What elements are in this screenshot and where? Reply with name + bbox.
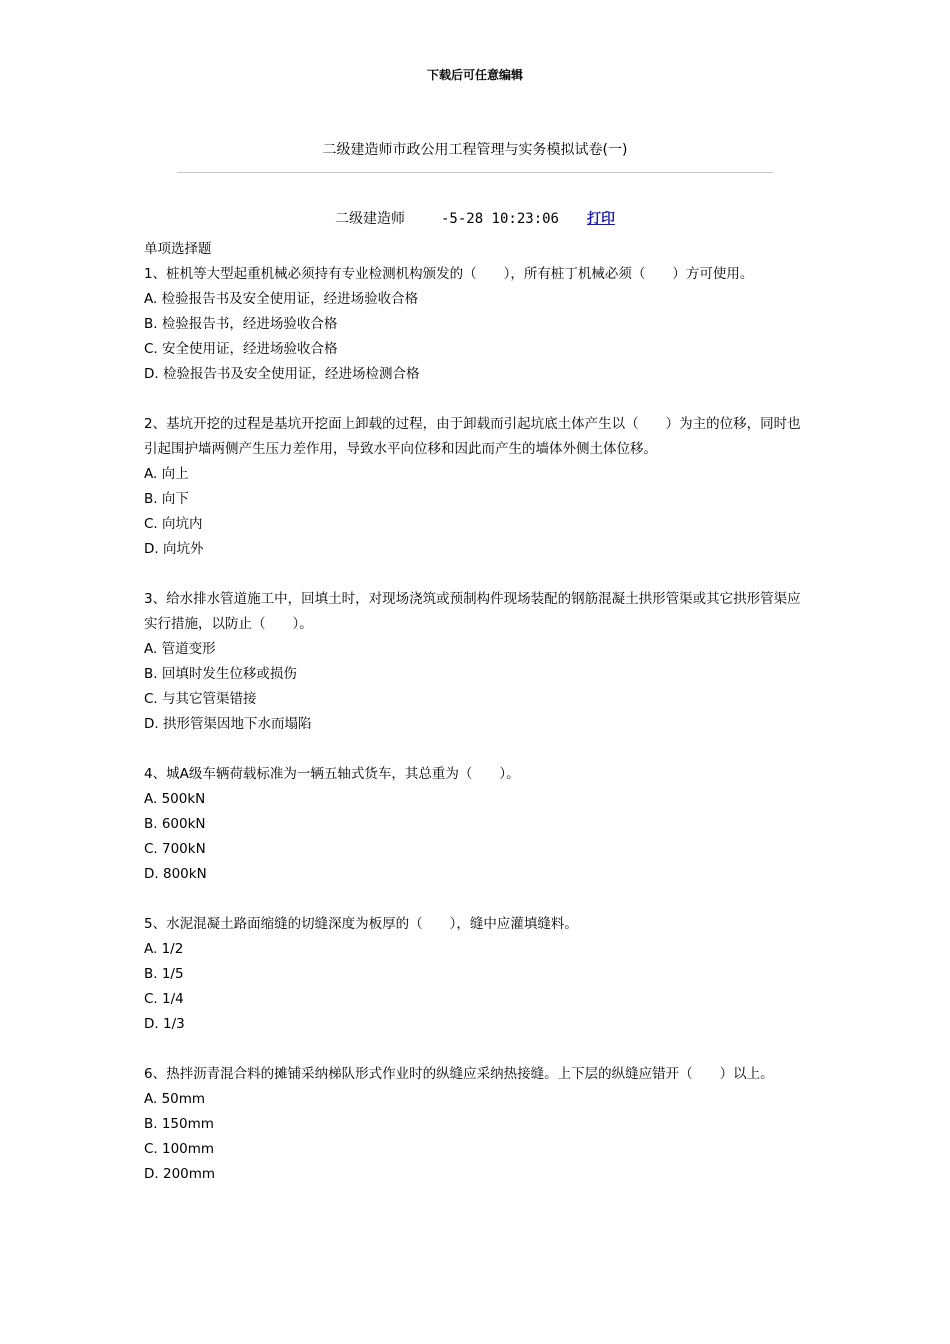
question-stem: 2、基坑开挖的过程是基坑开挖面上卸载的过程，由于卸载而引起坑底土体产生以（ ）为主的位移，同时也引起围护墙两侧产生压力差作用，导致水平向位移和因此而产生的墙体外侧土体位移。: [144, 416, 801, 457]
answer-option: C. 与其它管渠错接: [144, 691, 257, 707]
question-stem: 3、给水排水管道施工中，回填土时，对现场浇筑或预制构件现场装配的钢筋混凝土拱形管渠或其它拱形管渠应实行措施，以防止（ ）。: [144, 591, 801, 632]
answer-option: D. 1/3: [144, 1016, 185, 1032]
meta-line: [0, 208, 950, 228]
answer-option: D. 拱形管渠因地下水而塌陷: [144, 716, 312, 732]
section-label: 单项选择题: [144, 241, 212, 257]
answer-option: B. 回填时发生位移或损伤: [144, 666, 297, 682]
answer-option: D. 检验报告书及安全使用证，经进场检测合格: [144, 366, 420, 382]
answer-option: D. 800kN: [144, 866, 207, 882]
answer-option: D. 200mm: [144, 1166, 216, 1182]
question-stem: 1、桩机等大型起重机械必须持有专业检测机构颁发的（ ），所有桩丁机械必须（ ）方可使用。: [144, 266, 754, 282]
answer-option: C. 700kN: [144, 841, 206, 857]
answer-option: A. 检验报告书及安全使用证，经进场验收合格: [144, 291, 419, 307]
meta-category: 二级建造师: [334, 211, 405, 227]
page-title: 二级建造师市政公用工程管理与实务模拟试卷(一): [322, 142, 628, 158]
question-stem: 4、城A级车辆荷载标准为一辆五轴式货车，其总重为（ ）。: [144, 766, 520, 782]
question-list: [144, 237, 804, 1212]
answer-option: B. 检验报告书，经进场验收合格: [144, 316, 338, 332]
answer-option: A. 1/2: [144, 941, 184, 957]
answer-option: A. 向上: [144, 466, 189, 482]
answer-option: A. 500kN: [144, 791, 206, 807]
question-item: [144, 262, 804, 387]
meta-timestamp: -5-28 10:23:06: [440, 211, 559, 227]
header-note: 下载后可任意编辑: [426, 68, 523, 82]
answer-option: B. 150mm: [144, 1116, 214, 1132]
answer-option: B. 1/5: [144, 966, 184, 982]
question-item: [144, 762, 804, 887]
question-stem: 5、水泥混凝土路面缩缝的切缝深度为板厚的（ ），缝中应灌填缝料。: [144, 916, 578, 932]
answer-option: C. 100mm: [144, 1141, 215, 1157]
print-link[interactable]: 打印: [587, 211, 615, 227]
answer-option: A. 管道变形: [144, 641, 216, 657]
question-item: [144, 912, 804, 1037]
answer-option: A. 50mm: [144, 1091, 206, 1107]
question-item: [144, 412, 804, 562]
answer-option: C. 安全使用证，经进场验收合格: [144, 341, 338, 357]
answer-option: B. 600kN: [144, 816, 206, 832]
answer-option: B. 向下: [144, 491, 189, 507]
answer-option: C. 1/4: [144, 991, 184, 1007]
answer-option: C. 向坑内: [144, 516, 203, 532]
answer-option: D. 向坑外: [144, 541, 204, 557]
title-divider: [177, 172, 773, 173]
question-item: [144, 587, 804, 737]
question-item: [144, 1062, 804, 1187]
question-stem: 6、热拌沥青混合料的摊铺采纳梯队形式作业时的纵缝应采纳热接缝。上下层的纵缝应错开（ ）以上。: [144, 1066, 774, 1082]
